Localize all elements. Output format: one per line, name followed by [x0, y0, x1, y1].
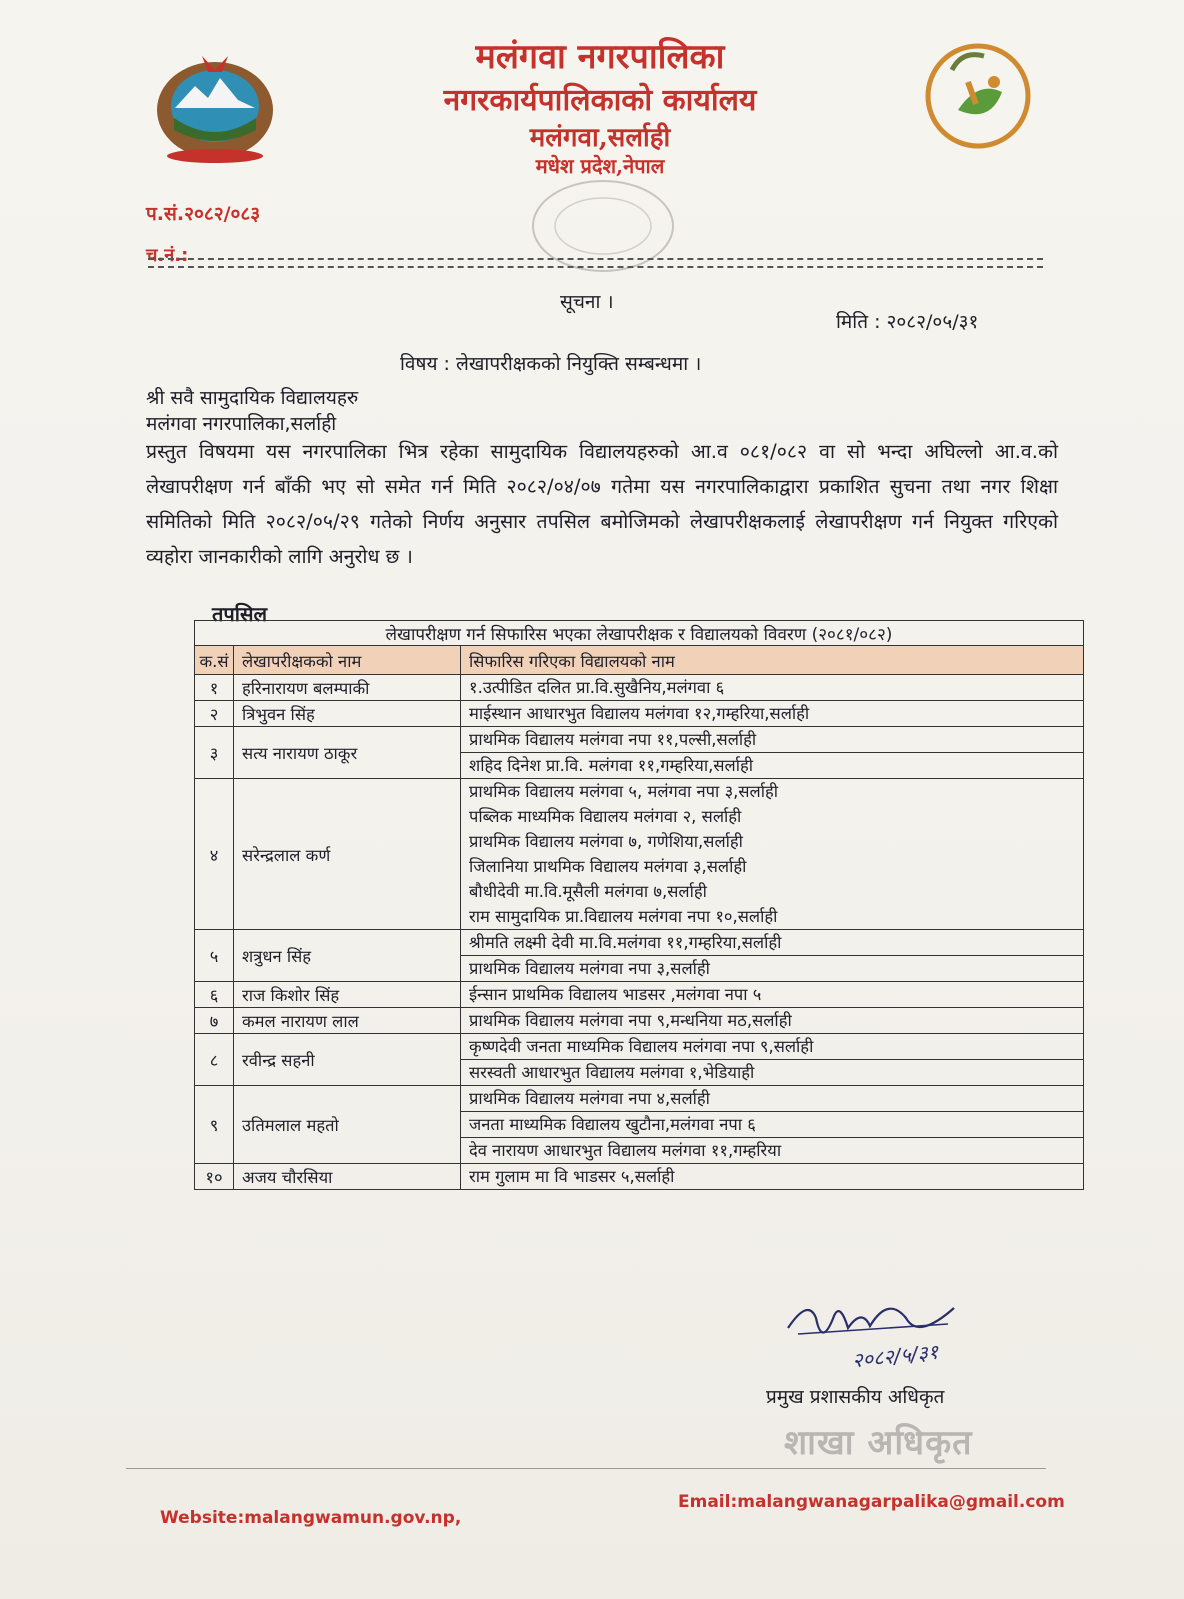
table-row	[195, 675, 1084, 701]
table-row	[195, 1086, 1084, 1164]
table-body	[195, 675, 1084, 1190]
header-divider-2	[148, 266, 1043, 268]
school-name: शहिद दिनेश प्रा.वि. मलंगवा ११,गम्हरिया,सर्लाही	[469, 756, 753, 775]
table-row	[195, 1034, 1084, 1086]
school-name: सरस्वती आधारभुत विद्यालय मलंगवा १,भेडियाही	[469, 1063, 755, 1082]
school-name: प्राथमिक विद्यालय मलंगवा ५, मलंगवा नपा ३,सर्लाही	[469, 782, 779, 801]
reference-number: प.सं.२०८२/०८३	[146, 203, 261, 225]
school-name: प्राथमिक विद्यालय मलंगवा ७, गणेशिया,सर्लाही	[469, 832, 743, 851]
auditor-table	[194, 620, 1084, 1190]
table-row	[195, 1164, 1084, 1190]
row-schools	[461, 982, 1084, 1008]
table-row	[195, 982, 1084, 1008]
office-location: मलंगवा,सर्लाही	[529, 123, 671, 153]
table-row	[195, 930, 1084, 982]
row-auditor-name: राज किशोर सिंह	[234, 982, 461, 1008]
row-auditor-name: सरेन्द्रलाल कर्ण	[234, 779, 461, 930]
school-name: १.उत्पीडित दलित प्रा.वि.सुखैनिय,मलंगवा ६	[469, 678, 725, 697]
notice-subject: विषय : लेखापरीक्षकको नियुक्ति सम्बन्धमा ।	[400, 353, 702, 375]
school-name: देव नारायण आधारभुत विद्यालय मलंगवा ११,गम्हरिया	[469, 1141, 782, 1160]
table-row	[195, 1008, 1084, 1034]
row-schools	[461, 701, 1084, 727]
municipality-name: मलंगवा नगरपालिका	[475, 37, 725, 77]
header-auditor-name: लेखापरीक्षकको नाम	[234, 646, 461, 675]
row-auditor-name: रवीन्द्र सहनी	[234, 1034, 461, 1086]
row-serial: ६	[195, 982, 234, 1008]
header-school-names: सिफारिस गरिएका विद्यालयको नाम	[461, 646, 1084, 675]
school-name: राम सामुदायिक प्रा.विद्यालय मलंगवा नपा १०,सर्लाही	[469, 907, 778, 926]
row-auditor-name: शत्रुधन सिंह	[234, 930, 461, 982]
faint-seal-mark	[528, 176, 678, 276]
notice-date: मिति : २०८२/०५/३१	[836, 311, 979, 333]
row-schools	[461, 1034, 1084, 1086]
row-serial: ५	[195, 930, 234, 982]
office-name: नगरकार्यपालिकाको कार्यालय	[443, 83, 757, 118]
header-divider	[148, 258, 1043, 260]
row-serial: ४	[195, 779, 234, 930]
school-name: प्राथमिक विद्यालय मलंगवा नपा ४,सर्लाही	[461, 1086, 1083, 1112]
addressee-line-1: श्री सवै सामुदायिक विद्यालयहरु	[146, 387, 359, 409]
table-row	[195, 779, 1084, 930]
row-auditor-name: हरिनारायण बलम्पाकी	[234, 675, 461, 701]
school-name: राम गुलाम मा वि भाडसर ५,सर्लाही	[469, 1167, 675, 1186]
nepal-emblem-logo	[150, 48, 280, 164]
table-row	[195, 727, 1084, 779]
school-name: माईस्थान आधारभुत विद्यालय मलंगवा १२,गम्हरिया,सर्लाही	[469, 704, 810, 723]
province-name: मधेश प्रदेश,नेपाल	[535, 154, 665, 178]
schedule-label: तपसिल	[212, 602, 268, 626]
row-schools	[461, 675, 1084, 701]
table-caption: लेखापरीक्षण गर्न सिफारिस भएका लेखापरीक्षक र विद्यालयको विवरण (२०८१/०८२)	[195, 621, 1084, 646]
row-auditor-name: सत्य नारायण ठाकूर	[234, 727, 461, 779]
notice-body: प्रस्तुत विषयमा यस नगरपालिका भित्र रहेका सामुदायिक विद्यालयहरुको आ.व ०८१/०८२ वा सो भन्दा अघिल्लो आ.व.को लेखापरीक्षण गर्न बाँकी भए सो समेत गर्न मिति २०८२/०४/०७ गतेमा यस नगरपालिकाद्वारा प्रकाशित सुचना तथा नगर शिक्षा समितिको मिति २०८२/०५/२९ गतेको निर्णय अनुसार तपसिल बमोजिमको लेखापरीक्षकलाई लेखापरीक्षण गर्न नियुक्त गरिएको व्यहोरा जानकारीको लागि अनुरोध छ ।	[146, 440, 1058, 568]
row-auditor-name: अजय चौरसिया	[234, 1164, 461, 1190]
school-name: प्राथमिक विद्यालय मलंगवा नपा ११,पल्सी,सर्लाही	[461, 727, 1083, 753]
school-name: पब्लिक माध्यमिक विद्यालय मलंगवा २, सर्लाही	[469, 807, 742, 826]
school-name: प्राथमिक विद्यालय मलंगवा नपा ९,मन्धनिया मठ,सर्लाही	[469, 1011, 792, 1030]
footer-email: Email:malangwanagarpalika@gmail.com	[678, 1492, 1065, 1512]
footer-divider	[126, 1468, 1046, 1469]
row-auditor-name: त्रिभुवन सिंह	[234, 701, 461, 727]
row-schools	[461, 930, 1084, 982]
row-serial: ८	[195, 1034, 234, 1086]
school-name: जिलानिया प्राथमिक विद्यालय मलंगवा ३,सर्लाही	[469, 857, 747, 876]
footer-website: Website:malangwamun.gov.np,	[160, 1508, 462, 1528]
notice-title: सूचना ।	[560, 291, 614, 313]
row-serial: ९	[195, 1086, 234, 1164]
row-schools	[461, 1164, 1084, 1190]
school-name: प्राथमिक विद्यालय मलंगवा नपा ३,सर्लाही	[469, 959, 710, 978]
row-serial: ३	[195, 727, 234, 779]
school-name: जनता माध्यमिक विद्यालय खुटौना,मलंगवा नपा ६	[461, 1112, 1083, 1138]
table-row	[195, 701, 1084, 727]
addressee-line-2: मलंगवा नगरपालिका,सर्लाही	[146, 413, 337, 435]
dispatch-number: च.नं.:	[146, 245, 189, 266]
row-schools	[461, 1008, 1084, 1034]
row-schools	[461, 779, 1084, 930]
table-header-row	[195, 646, 1084, 675]
row-serial: २	[195, 701, 234, 727]
school-name: कृष्णदेवी जनता माध्यमिक विद्यालय मलंगवा नपा ९,सर्लाही	[461, 1034, 1083, 1060]
row-schools	[461, 727, 1084, 779]
officer-title: प्रमुख प्रशासकीय अधिकृत	[766, 1386, 945, 1408]
row-serial: १०	[195, 1164, 234, 1190]
school-name: बौधीदेवी मा.वि.मूसैली मलंगवा ७,सर्लाही	[469, 882, 707, 901]
school-name: श्रीमति लक्ष्मी देवी मा.वि.मलंगवा ११,गम्हरिया,सर्लाही	[461, 930, 1083, 956]
row-auditor-name: कमल नारायण लाल	[234, 1008, 461, 1034]
row-serial: ७	[195, 1008, 234, 1034]
school-name: ईन्सान प्राथमिक विद्यालय भाडसर ,मलंगवा नपा ५	[469, 985, 762, 1004]
signature-date: २०८२/५/३१	[851, 1339, 940, 1373]
header-serial: क.सं	[195, 646, 234, 675]
office-stamp: शाखा अधिकृत	[784, 1423, 973, 1463]
row-serial: १	[195, 675, 234, 701]
municipality-logo	[922, 40, 1034, 152]
row-schools	[461, 1086, 1084, 1164]
row-auditor-name: उतिमलाल महतो	[234, 1086, 461, 1164]
